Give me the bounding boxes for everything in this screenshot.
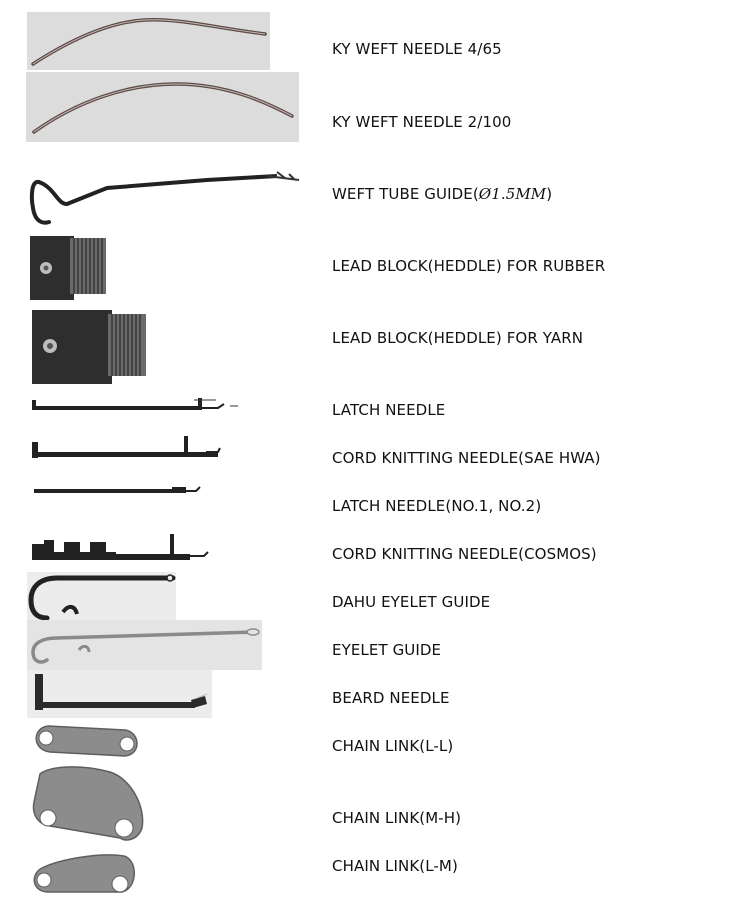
item-label: CHAIN LINK(L-L) — [332, 737, 454, 755]
chain-link-icon — [30, 762, 150, 842]
item-label: CORD KNITTING NEEDLE(COSMOS) — [332, 545, 597, 563]
ky-weft-needle-2-100-image — [26, 72, 299, 142]
item-label: KY WEFT NEEDLE 2/100 — [332, 113, 512, 131]
latch-needle-icon — [32, 482, 202, 500]
item-label: CHAIN LINK(L-M) — [332, 857, 458, 875]
item-label: CHAIN LINK(M-H) — [332, 809, 462, 827]
item-label: LEAD BLOCK(HEDDLE) FOR YARN — [332, 329, 584, 347]
eyelet-guide-icon — [27, 572, 176, 620]
curved-weft-needle-icon — [27, 12, 270, 70]
item-label: LATCH NEEDLE(NO.1, NO.2) — [332, 497, 542, 515]
lead-block-rubber-image — [30, 236, 108, 300]
ky-weft-needle-4-65-image — [27, 12, 270, 70]
chain-link-icon — [28, 850, 140, 896]
item-label: LATCH NEEDLE — [332, 401, 446, 419]
item-label: KY WEFT NEEDLE 4/65 — [332, 40, 502, 58]
cord-knitting-needle-sae-hwa-image — [30, 434, 222, 464]
weft-tube-guide-image — [27, 168, 302, 230]
lead-block-yarn-image — [32, 310, 148, 384]
item-label: DAHU EYELET GUIDE — [332, 593, 491, 611]
chain-link-l-l-image — [30, 722, 145, 760]
lead-block-icon — [32, 310, 148, 384]
cord-knitting-needle-cosmos-image — [30, 530, 212, 568]
item-label: WEFT TUBE GUIDE(Ø1.5MM) — [332, 185, 553, 203]
hook-tube-guide-icon — [27, 168, 302, 230]
eyelet-guide-icon — [27, 620, 262, 670]
latch-needle-no1-no2-image — [32, 482, 202, 500]
cord-knitting-needle-icon — [30, 530, 212, 568]
item-label: EYELET GUIDE — [332, 641, 442, 659]
latch-needle-image — [30, 394, 240, 418]
chain-link-l-m-image — [28, 850, 140, 896]
cord-knitting-needle-icon — [30, 434, 222, 464]
beard-needle-image — [27, 670, 212, 718]
curved-weft-needle-icon — [26, 72, 299, 142]
item-label: CORD KNITTING NEEDLE(SAE HWA) — [332, 449, 601, 467]
item-label: BEARD NEEDLE — [332, 689, 450, 707]
chain-link-m-h-image — [30, 762, 150, 842]
beard-needle-icon — [27, 670, 212, 718]
lead-block-icon — [30, 236, 108, 300]
item-label: LEAD BLOCK(HEDDLE) FOR RUBBER — [332, 257, 606, 275]
latch-needle-icon — [30, 394, 240, 418]
chain-link-icon — [30, 722, 145, 760]
dahu-eyelet-guide-image — [27, 572, 176, 620]
eyelet-guide-image — [27, 620, 262, 670]
